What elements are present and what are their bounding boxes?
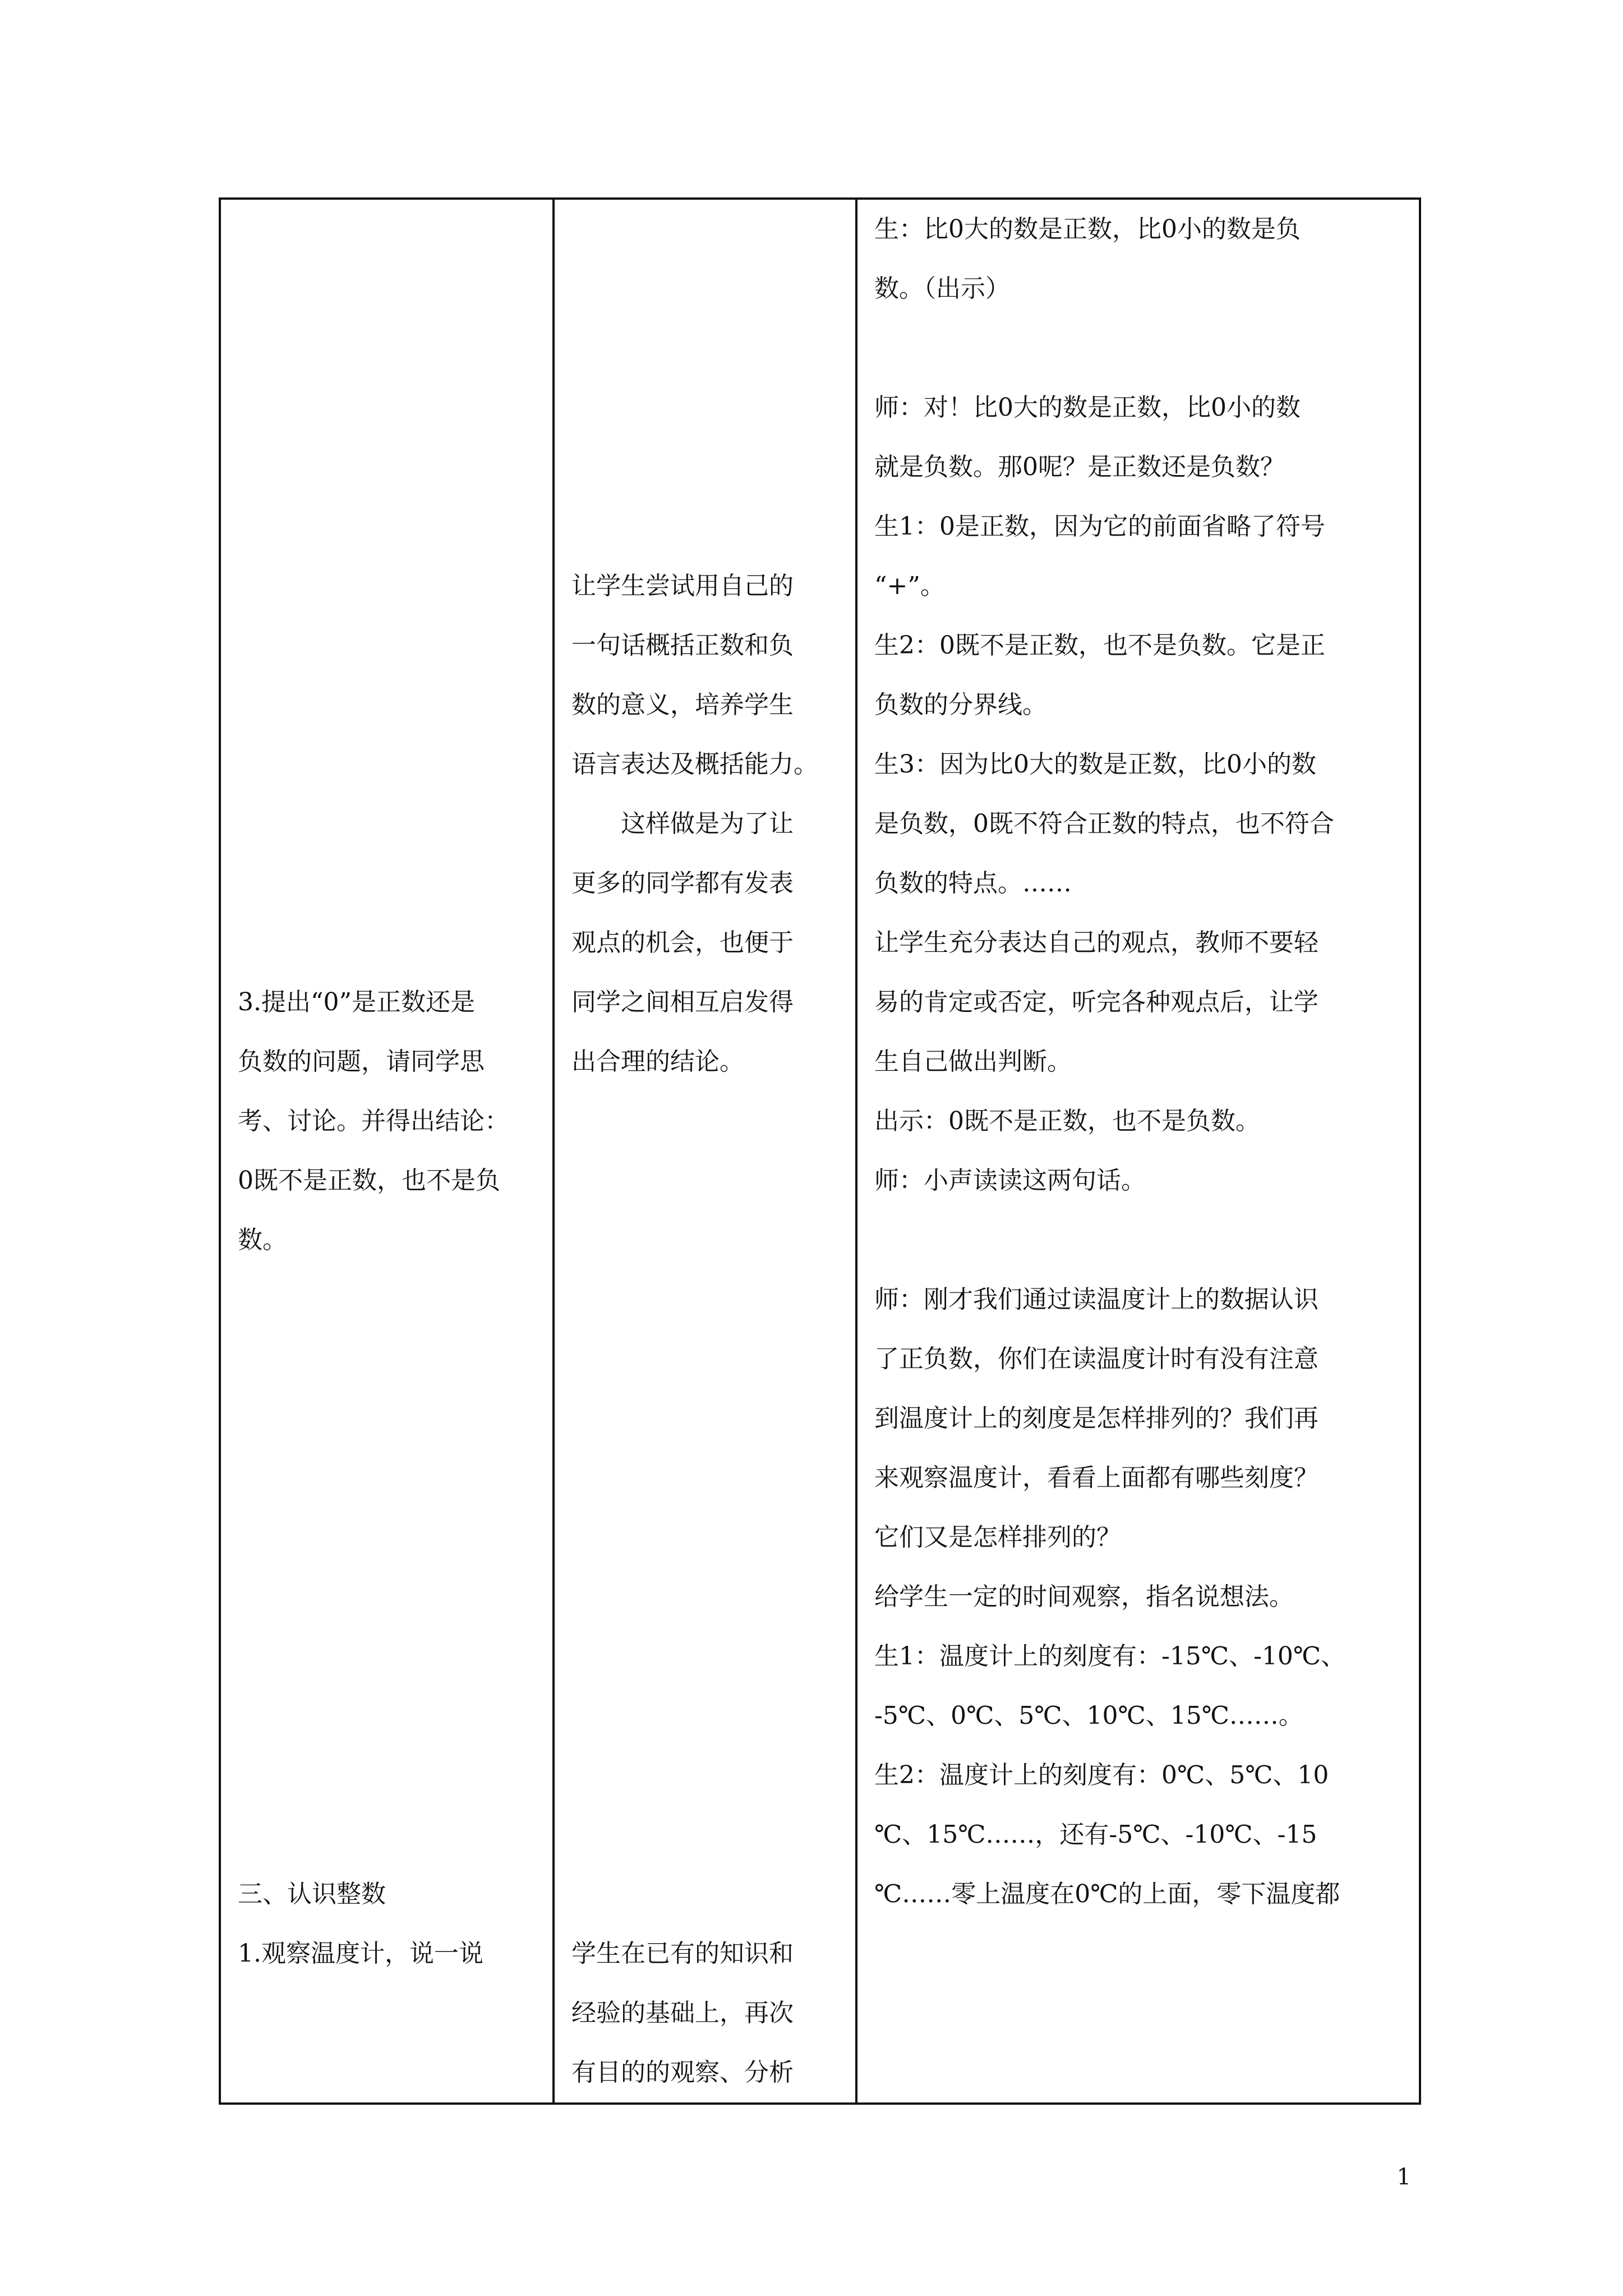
intent-text: 这样做是为了让 [621, 809, 794, 838]
step-text: 数。 [238, 1226, 287, 1254]
dialogue-line: 让学生充分表达自己的观点，教师不要轻 [874, 928, 1318, 957]
intent-text: 有目的的观察、分析 [571, 2058, 794, 2087]
intent-text: 更多的同学都有发表 [571, 869, 794, 898]
dialogue-line: 生3：因为比0大的数是正数，比0小的数 [874, 750, 1316, 779]
dialogue-line: 生：比0大的数是正数，比0小的数是负 [874, 215, 1301, 243]
dialogue-line: 就是负数。那0呢？是正数还是负数？ [874, 453, 1285, 481]
intent-text: 观点的机会，也便于 [571, 928, 794, 957]
intent-text: 一句话概括正数和负 [571, 631, 794, 660]
dialogue-line: 师：刚才我们通过读温度计上的数据认识 [874, 1285, 1318, 1314]
classroom-dialogue-column [856, 199, 1420, 2104]
dialogue-line: 易的肯定或否定，听完各种观点后，让学 [874, 988, 1318, 1016]
dialogue-line: 来观察温度计，看看上面都有哪些刻度？ [874, 1464, 1318, 1492]
dialogue-line: 它们又是怎样排列的？ [874, 1523, 1121, 1552]
intent-text: 学生在已有的知识和 [571, 1939, 794, 1968]
step-text: 负数的问题，请同学思 [238, 1047, 485, 1076]
step-text: 3.提出“0”是正数还是 [238, 988, 475, 1016]
dialogue-line: 师：对！比0大的数是正数，比0小的数 [874, 393, 1301, 422]
page-number: 1 [1396, 2164, 1411, 2190]
dialogue-line: “+”。 [874, 572, 945, 600]
dialogue-line: 出示：0既不是正数，也不是负数。 [874, 1107, 1260, 1135]
intent-text: 语言表达及概括能力。 [571, 750, 818, 779]
dialogue-line: 生自己做出判断。 [874, 1047, 1072, 1076]
teaching-steps-column [220, 199, 554, 2104]
dialogue-line: 到温度计上的刻度是怎样排列的？我们再 [874, 1404, 1318, 1433]
step-text: 考、讨论。并得出结论： [238, 1107, 509, 1135]
dialogue-line: 数。（出示） [874, 274, 1010, 303]
dialogue-line: ℃……零上温度在0℃的上面，零下温度都 [874, 1880, 1340, 1908]
lesson-plan-table [219, 197, 1421, 2105]
dialogue-line: 是负数，0既不符合正数的特点，也不符合 [874, 809, 1334, 838]
dialogue-line: 给学生一定的时间观察，指名说想法。 [874, 1582, 1294, 1611]
intent-text: 让学生尝试用自己的 [571, 572, 794, 600]
step-text: 1.观察温度计，说一说 [238, 1939, 483, 1968]
table-row [220, 199, 1420, 2104]
section-heading: 三、认识整数 [238, 1880, 386, 1908]
dialogue-line: 负数的特点。…… [874, 869, 1072, 898]
intent-text: 经验的基础上，再次 [571, 1999, 794, 2027]
dialogue-line: 负数的分界线。 [874, 691, 1047, 719]
intent-text: 同学之间相互启发得 [571, 988, 794, 1016]
intent-text: 出合理的结论。 [571, 1047, 744, 1076]
dialogue-line: -5℃、0℃、5℃、10℃、15℃……。 [874, 1701, 1303, 1730]
intent-text: 数的意义，培养学生 [571, 691, 794, 719]
dialogue-line: 了正负数，你们在读温度计时有没有注意 [874, 1345, 1318, 1373]
dialogue-line: 生1：温度计上的刻度有：-15℃、-10℃、 [874, 1642, 1346, 1671]
dialogue-line: 生1：0是正数，因为它的前面省略了符号 [874, 512, 1325, 541]
dialogue-line: 生2：0既不是正数，也不是负数。它是正 [874, 631, 1325, 660]
step-text: 0既不是正数，也不是负 [238, 1166, 500, 1195]
dialogue-line: ℃、15℃……，还有-5℃、-10℃、-15 [874, 1820, 1317, 1849]
design-intent-column [554, 199, 856, 2104]
dialogue-line: 生2：温度计上的刻度有：0℃、5℃、10 [874, 1761, 1329, 1789]
dialogue-line: 师：小声读读这两句话。 [874, 1166, 1146, 1195]
